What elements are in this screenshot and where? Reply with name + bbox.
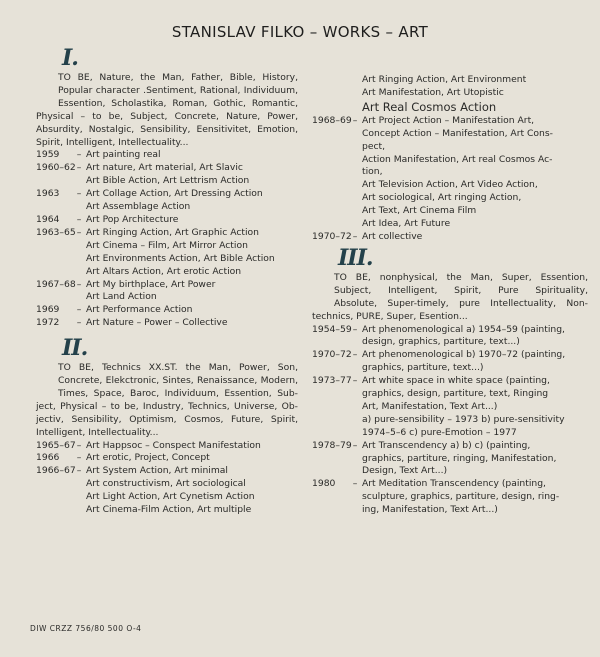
entry-text: Art Assemblage Action	[86, 201, 191, 213]
timeline-entry	[36, 149, 298, 162]
intro-line: Times, Space, Baroc, Individuum, Essention, Sub-	[58, 387, 298, 399]
entry-text: Art Text, Art Cinema Film	[362, 205, 477, 217]
entry-text: Art white space in white space (painting,	[362, 375, 550, 387]
entry-dash: –	[76, 304, 82, 316]
entry-text: Art sociological, Art ringing Action,	[362, 192, 522, 204]
entry-year: 1968–69	[312, 114, 352, 126]
entry-text: Art Bible Action, Art Lettrism Action	[86, 175, 250, 187]
intro-line: TO BE, Technics XX.ST. the Man, Power, Son,	[58, 362, 298, 374]
section-intro	[36, 72, 298, 149]
highlight-line: Art Real Cosmos Action	[362, 99, 497, 114]
timeline-entry-continuation	[312, 336, 588, 349]
timeline-entry-continuation	[312, 362, 588, 375]
timeline-entry-continuation	[36, 175, 298, 188]
timeline-entry-continuation	[312, 205, 588, 218]
timeline-entry-continuation	[36, 201, 298, 214]
intro-line: Concrete, Elekctronic, Sintes, Renaissance, Modern,	[58, 375, 298, 387]
continued-line: Art Ringing Action, Art Environment	[362, 74, 527, 85]
entry-text: Art Television Action, Art Video Action,	[362, 179, 538, 191]
timeline-entry-continuation	[312, 427, 588, 440]
entry-year: 1959	[36, 149, 60, 161]
entry-dash: –	[76, 439, 82, 451]
timeline-entry	[36, 317, 298, 330]
entry-year: 1969	[36, 304, 60, 316]
timeline-entry-continuation	[36, 291, 298, 304]
entry-text: Art painting real	[86, 149, 161, 161]
timeline-entry-continuation	[312, 192, 588, 205]
entry-text: Design, Text Art...)	[362, 465, 448, 477]
entry-dash: –	[76, 452, 82, 464]
timeline-entry	[36, 440, 298, 453]
entry-dash: –	[352, 349, 358, 361]
right-column	[312, 74, 588, 517]
timeline-entry-continuation	[312, 128, 588, 141]
entry-text: sculpture, graphics, partiture, design, ring-	[362, 491, 560, 503]
intro-line: Intelligent, Intellectuality...	[36, 426, 159, 438]
timeline-entry-continuation	[36, 266, 298, 279]
handwritten-numeral-3: III.	[338, 244, 373, 271]
timeline-entry	[312, 375, 588, 388]
page-title: STANISLAV FILKO – WORKS – ART	[171, 23, 429, 41]
timeline-entry-continuation	[36, 240, 298, 253]
entry-dash: –	[76, 317, 82, 329]
entry-text: Art My birthplace, Art Power	[86, 278, 216, 290]
timeline-entry	[36, 279, 298, 292]
entry-text: Art Meditation Transcendency (painting,	[362, 478, 546, 490]
timeline-entry-continuation	[312, 504, 588, 517]
section-3	[312, 244, 588, 517]
entry-text: Art System Action, Art minimal	[86, 465, 228, 477]
timeline-entry-continuation	[36, 478, 298, 491]
entry-text: Art constructivism, Art sociological	[86, 478, 246, 490]
intro-line: jectiv, Sensibility, Optimism, Cosmos, Future, Spirit,	[36, 413, 298, 425]
timeline-entry-continuation	[312, 491, 588, 504]
entry-year: 1970–72	[312, 349, 352, 361]
entry-text: Action Manifestation, Art real Cosmos Ac-	[362, 153, 553, 165]
timeline-entry-continuation	[312, 166, 588, 179]
timeline-entry-continuation	[36, 491, 298, 504]
entry-dash: –	[76, 149, 82, 161]
intro-line: technics, PURE, Super, Esention...	[312, 310, 468, 322]
entry-dash: –	[76, 278, 82, 290]
timeline-entry	[36, 214, 298, 227]
intro-line: Absurdity, Nostalgic, Sensibility, Eensitivitet, Emotion,	[36, 123, 298, 135]
timeline-entry-continuation	[312, 154, 588, 167]
entry-year: 1965–67	[36, 439, 76, 451]
entry-year: 1954–59	[312, 323, 352, 335]
intro-line: Absolute, Super-timely, pure Intellectuality, Non-	[334, 297, 588, 309]
entry-dash: –	[352, 230, 358, 242]
handwritten-numeral-1: I.	[62, 45, 78, 71]
entry-year: 1972	[36, 317, 60, 329]
section-intro	[36, 362, 298, 439]
entry-text: design, graphics, partiture, text...)	[362, 336, 520, 348]
entry-dash: –	[76, 188, 82, 200]
entry-text: Art Altars Action, Art erotic Action	[86, 265, 242, 277]
entry-text: Art Performance Action	[86, 304, 193, 316]
timeline-entry-continuation	[312, 179, 588, 192]
entry-text: Art Light Action, Art Cynetism Action	[86, 491, 255, 503]
timeline-entry-continuation	[312, 218, 588, 231]
timeline-entry-continuation	[36, 253, 298, 266]
entry-text: Art Collage Action, Art Dressing Action	[86, 188, 263, 200]
entry-text: tion,	[362, 166, 383, 178]
intro-line: Spirit, Intelligent, Intellectuality...	[36, 136, 189, 148]
print-code: DIW CRZZ 756/80 500 O-4	[30, 624, 142, 633]
entry-year: 1960–62	[36, 162, 76, 174]
entry-text: a) pure-sensibility – 1973 b) pure-sensitivity	[362, 413, 565, 425]
timeline-entry	[312, 115, 588, 128]
entry-text: Art phenomenological b) 1970–72 (painting,	[362, 349, 566, 361]
entry-text: Art Idea, Art Future	[362, 218, 451, 230]
timeline-entry	[36, 465, 298, 478]
entry-text: Art Environments Action, Art Bible Action	[86, 252, 275, 264]
entry-year: 1973–77	[312, 375, 352, 387]
entry-text: Art collective	[362, 230, 423, 242]
timeline-entry-continuation	[312, 401, 588, 414]
entry-year: 1964	[36, 213, 60, 225]
timeline-entry	[36, 188, 298, 201]
entry-text: ing, Manifestation, Text Art...)	[362, 504, 498, 516]
entry-text: Concept Action – Manifestation, Art Cons-	[362, 127, 553, 139]
entry-dash: –	[352, 114, 358, 126]
intro-line: Subject, Intelligent, Spirit, Pure Spirituality,	[334, 284, 588, 296]
intro-line: Essention, Scholastika, Roman, Gothic, Romantic,	[58, 97, 298, 109]
timeline-entry	[312, 324, 588, 337]
entry-text: Art Cinema-Film Action, Art multiple	[86, 504, 252, 516]
entry-dash: –	[76, 465, 82, 477]
entry-text: Art Nature – Power – Collective	[86, 317, 228, 329]
entry-text: Art Project Action – Manifestation Art,	[362, 114, 535, 126]
timeline-entry	[312, 231, 588, 244]
entry-year: 1963	[36, 188, 60, 200]
entry-text: Art phenomenological a) 1954–59 (painting,	[362, 323, 565, 335]
entry-year: 1966–67	[36, 465, 76, 477]
entry-text: Art Transcendency a) b) c) (painting,	[362, 439, 531, 451]
entry-text: Art Cinema – Film, Art Mirror Action	[86, 239, 248, 251]
entry-text: pect,	[362, 140, 386, 152]
entry-text: graphics, partiture, ringing, Manifestation,	[362, 452, 557, 464]
entry-dash: –	[76, 213, 82, 225]
entry-text: Art Land Action	[86, 291, 157, 303]
timeline-entry-continuation	[36, 504, 298, 517]
entry-text: 1974–5–6 c) pure-Emotion – 1977	[362, 426, 517, 438]
continued-line: Art Manifestation, Art Utopistic	[362, 86, 504, 98]
timeline-entry-continuation	[312, 388, 588, 401]
handwritten-numeral-2: II.	[62, 335, 88, 362]
entry-text: graphics, partiture, text...)	[362, 362, 484, 374]
entry-text: Art nature, Art material, Art Slavic	[86, 162, 243, 174]
section-2	[36, 334, 298, 517]
entry-text: Art Happsoc – Conspect Manifestation	[86, 439, 261, 451]
timeline-entry	[36, 452, 298, 465]
entry-text: Art Pop Architecture	[86, 213, 179, 225]
entry-dash: –	[76, 226, 82, 238]
timeline-entry-continuation	[312, 414, 588, 427]
timeline-entry	[312, 349, 588, 362]
entry-text: Art, Manifestation, Text Art...)	[362, 400, 498, 412]
intro-line: TO BE, nonphysical, the Man, Super, Essention,	[334, 271, 588, 283]
section-intro	[312, 272, 588, 324]
entry-text: Art Ringing Action, Art Graphic Action	[86, 226, 259, 238]
timeline-entry	[36, 304, 298, 317]
entry-year: 1967–68	[36, 278, 76, 290]
timeline-entry-continuation	[312, 465, 588, 478]
entry-dash: –	[352, 478, 358, 490]
entry-text: Art erotic, Project, Concept	[86, 452, 210, 464]
entry-dash: –	[352, 439, 358, 451]
entry-year: 1966	[36, 452, 60, 464]
timeline-entry-continuation	[312, 453, 588, 466]
entry-dash: –	[76, 162, 82, 174]
left-column	[36, 44, 298, 517]
section-1	[36, 44, 298, 330]
timeline-entry-continuation	[312, 141, 588, 154]
entry-year: 1978–79	[312, 439, 352, 451]
entry-text: graphics, design, partiture, text, Ringing	[362, 388, 549, 400]
intro-line: Popular character .Sentiment, Rational, Individuum,	[58, 84, 298, 96]
entry-year: 1970–72	[312, 230, 352, 242]
entry-year: 1963–65	[36, 226, 76, 238]
timeline-entry	[312, 478, 588, 491]
intro-line: ject, Physical – to be, Industry, Technics, Universe, Ob-	[36, 400, 298, 412]
entry-dash: –	[352, 375, 358, 387]
timeline-entry	[312, 440, 588, 453]
intro-line: TO BE, Nature, the Man, Father, Bible, History,	[58, 72, 298, 83]
intro-line: Physical – to be, Subject, Concrete, Nature, Power,	[36, 110, 298, 122]
section-2-continued	[312, 74, 588, 244]
timeline-entry	[36, 162, 298, 175]
entry-year: 1980	[312, 478, 336, 490]
entry-dash: –	[352, 323, 358, 335]
timeline-entry	[36, 227, 298, 240]
